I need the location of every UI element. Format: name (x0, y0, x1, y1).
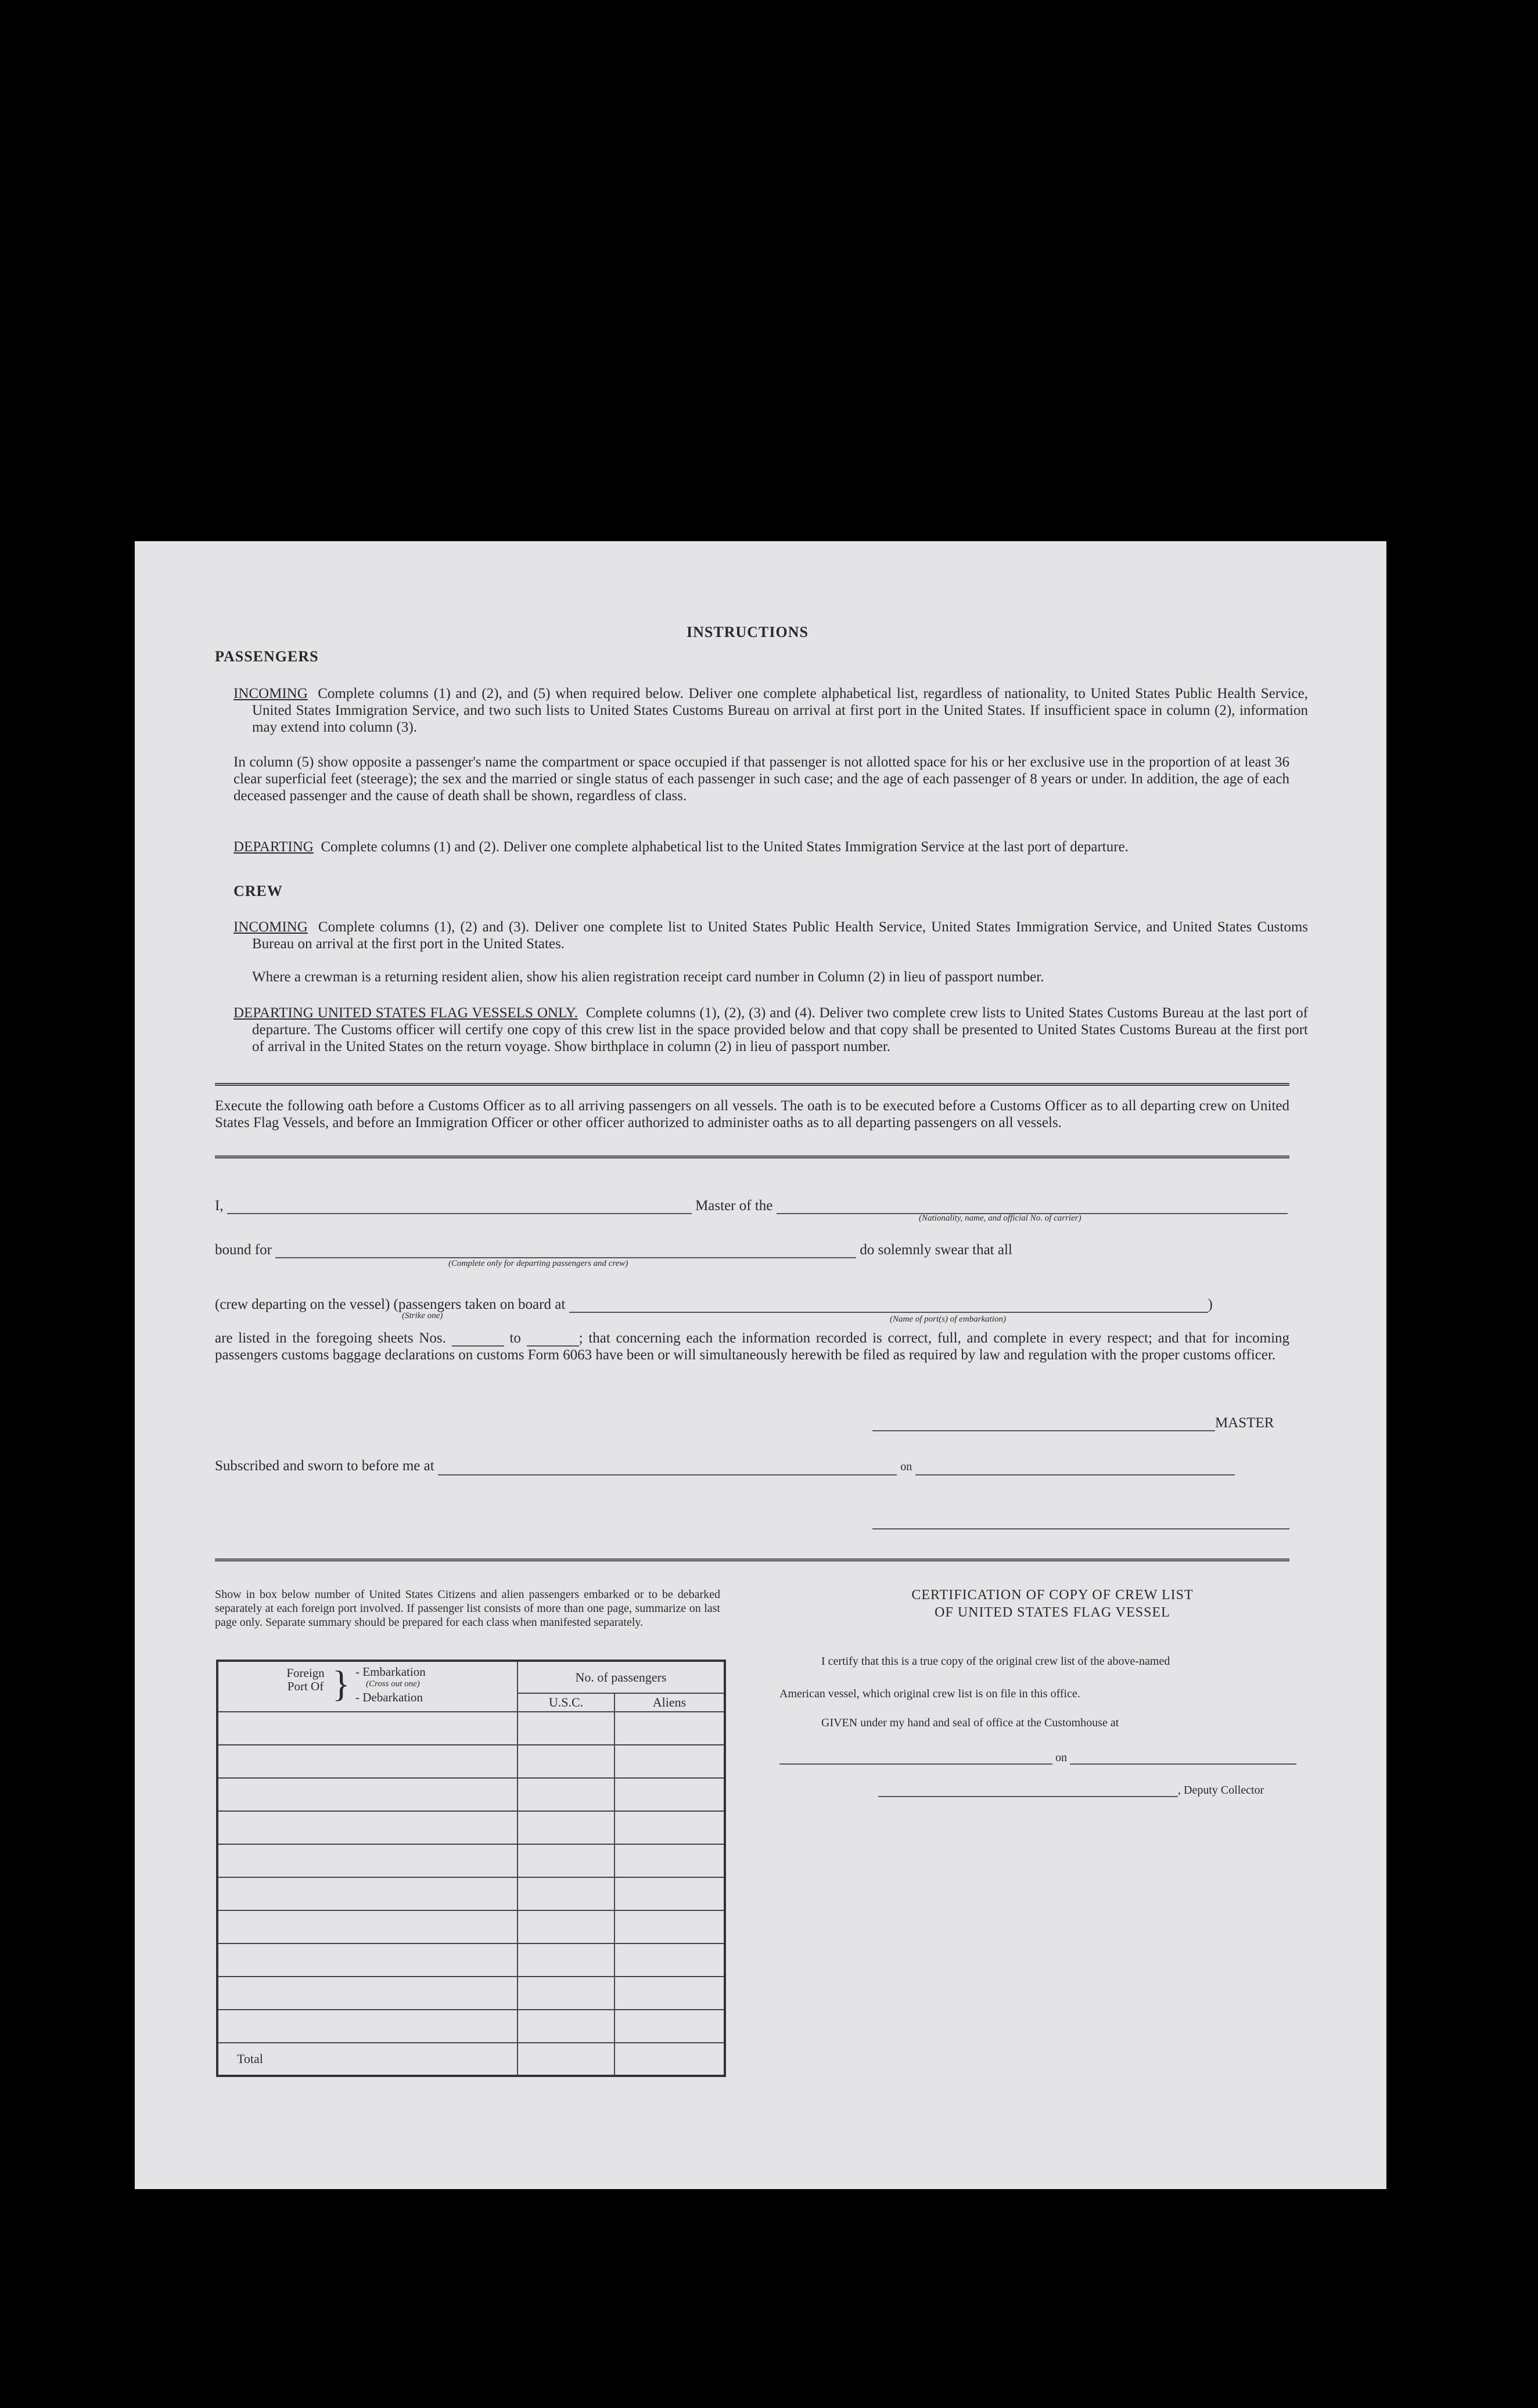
passengers-incoming-paragraph (233, 685, 1308, 736)
usc-cell[interactable] (518, 1943, 615, 1977)
sheet-to-field[interactable] (527, 1333, 579, 1347)
passengers-heading: PASSENGERS (215, 648, 319, 665)
bound-for-field[interactable] (275, 1243, 856, 1258)
certification-date-line (779, 1751, 1296, 1765)
usc-cell[interactable] (518, 1910, 615, 1943)
crew-returning-paragraph (252, 969, 1289, 985)
passengers-departing-text: Complete columns (1) and (2). Deliver one complete alphabetical list to the United States Immigration Service at the last port of departure. (321, 839, 1129, 855)
passengers-column5-text: In column (5) show opposite a passenger's name the compartment or space occupied if that passenger is not allotted space for his or her exclusive use in the proportion of at least 36 clear superficial feet (steerage); the sex and the married or single status of each passenger in such case; and the age of each passenger of 8 years or under. In addition, the age of each deceased passenger and the cause of death shall be shown, regardless of class. (233, 754, 1289, 804)
port-cell[interactable] (217, 1778, 518, 1811)
aliens-cell[interactable] (615, 1778, 725, 1811)
usc-cell[interactable] (518, 1811, 615, 1844)
embarkation-ports-field[interactable] (569, 1298, 1208, 1313)
oath-crew-departing: (crew departing on the vessel) (215, 1297, 390, 1312)
crew-departing-label: DEPARTING UNITED STATES FLAG VESSELS ONLY. (233, 1005, 578, 1021)
port-cell[interactable] (217, 1712, 518, 1745)
usc-cell[interactable] (518, 1877, 615, 1910)
oath-to: to (509, 1330, 521, 1346)
table-row (217, 2010, 725, 2043)
oath-strike-line (215, 1296, 1289, 1313)
subscribed-place-field[interactable] (438, 1460, 897, 1475)
summary-note: Show in box below number of United States Citizens and alien passengers embarked or to be debarked separately at each foreign port involved. If passenger list consists of more than one page, summarize on last page only. Separate summary should be prepared for each class when manifested separately. (215, 1588, 720, 1629)
nationality-caption: (Nationality, name, and official No. of carrier) (919, 1214, 1081, 1223)
table-row (217, 1712, 725, 1745)
table-row (217, 1745, 725, 1778)
oath-passengers-taken: (passengers taken on board at (393, 1297, 566, 1312)
embarkation-label: - Embarkation (355, 1665, 426, 1679)
aliens-total-cell[interactable] (615, 2043, 725, 2076)
port-cell[interactable] (217, 1910, 518, 1943)
certification-on: on (1055, 1751, 1067, 1764)
port-cell[interactable] (217, 1943, 518, 1977)
usc-cell[interactable] (518, 1977, 615, 2010)
aliens-header: Aliens (615, 1693, 725, 1712)
debarkation-label: - Debarkation (355, 1690, 423, 1704)
table-row (217, 1877, 725, 1910)
passengers-incoming-label: INCOMING (233, 686, 308, 701)
usc-cell[interactable] (518, 2010, 615, 2043)
certification-text1: I certify that this is a true copy of the original crew list of the above-named (821, 1655, 1170, 1668)
oath-sheets-paragraph (215, 1330, 1289, 1363)
oath-master-line (215, 1197, 1289, 1214)
ports-caption: (Name of port(s) of embarkation) (890, 1315, 1006, 1324)
aliens-cell[interactable] (615, 1910, 725, 1943)
total-label: Total (217, 2043, 518, 2076)
passenger-summary-table (216, 1660, 726, 2077)
aliens-cell[interactable] (615, 1811, 725, 1844)
page-title: INSTRUCTIONS (687, 624, 808, 640)
master-signature-line (872, 1414, 1274, 1431)
divider (215, 1083, 1289, 1086)
total-row (217, 2043, 725, 2076)
passengers-incoming-text: Complete columns (1) and (2), and (5) when required below. Deliver one complete alphabetical list, regardless of nationality, to United States Public Health Service, United States Immigration Service, and two such lists to United States Customs Bureau on arrival at first port in the United States. If insufficient space in column (2), information may extend into column (3). (252, 686, 1309, 735)
usc-cell[interactable] (518, 1712, 615, 1745)
subscribed-label: Subscribed and sworn to before me at (215, 1458, 434, 1474)
officer-signature-field[interactable] (872, 1528, 1289, 1529)
deputy-collector-field[interactable] (878, 1784, 1178, 1797)
certification-title-line1: CERTIFICATION OF COPY OF CREW LIST (911, 1588, 1194, 1603)
passengers-departing-paragraph (233, 838, 1308, 855)
aliens-cell[interactable] (615, 1943, 725, 1977)
oath-bound-line (215, 1241, 1289, 1258)
master-signature-field[interactable] (872, 1416, 1215, 1431)
oath-listed-rest: ; that concerning each the information recorded is correct, full, and complete in every respect; and that for incoming passengers customs baggage declarations on customs Form 6063 have been or will simultaneously herewith be filed as required by law and regulation with the proper customs officer. (215, 1330, 1290, 1363)
certification-title-line2: OF UNITED STATES FLAG VESSEL (935, 1605, 1170, 1620)
table-row (217, 1844, 725, 1877)
table-row (217, 1977, 725, 2010)
certification-date-field[interactable] (1070, 1752, 1296, 1765)
oath-master-of: Master of the (695, 1198, 773, 1214)
certification-text3: GIVEN under my hand and seal of office at the Customhouse at (821, 1716, 1119, 1729)
oath-bound-for: bound for (215, 1242, 272, 1258)
port-cell[interactable] (217, 2010, 518, 2043)
usc-cell[interactable] (518, 1745, 615, 1778)
crew-incoming-label: INCOMING (233, 919, 308, 935)
aliens-cell[interactable] (615, 2010, 725, 2043)
oath-listed-start: are listed in the foregoing sheets Nos. (215, 1330, 446, 1346)
divider (215, 1156, 1289, 1158)
aliens-cell[interactable] (615, 1844, 725, 1877)
crew-departing-paragraph (233, 1005, 1308, 1055)
usc-header: U.S.C. (518, 1693, 615, 1712)
crew-departing-text: Complete columns (1), (2), (3) and (4). Deliver two complete crew lists to United States Customs Bureau at the last port of departure. The Customs officer will certify one copy of this crew list in the space provided below and that copy shall be presented to United States Customs Bureau at the first port of arrival in the United States on the return voyage. Show birthplace in column (2) in lieu of passport number. (252, 1005, 1308, 1054)
sheet-from-field[interactable] (452, 1333, 504, 1347)
certification-text2: American vessel, which original crew list is on file in this office. (779, 1687, 1080, 1700)
table-row (217, 1778, 725, 1811)
strike-caption: (Strike one) (402, 1311, 443, 1320)
certification-title (872, 1586, 1232, 1621)
port-cell[interactable] (217, 1811, 518, 1844)
oath-close-paren: ) (1208, 1297, 1213, 1312)
aliens-cell[interactable] (615, 1712, 725, 1745)
subscribed-on: on (900, 1460, 912, 1473)
oath-swear: do solemnly swear that all (860, 1242, 1012, 1258)
subscribed-line (215, 1457, 1289, 1475)
aliens-cell[interactable] (615, 1877, 725, 1910)
passengers-header: No. of passengers (518, 1661, 725, 1693)
port-cell[interactable] (217, 1844, 518, 1877)
usc-total-cell[interactable] (518, 2043, 615, 2076)
aliens-cell[interactable] (615, 1745, 725, 1778)
deputy-collector-label: , Deputy Collector (1178, 1784, 1264, 1797)
customhouse-field[interactable] (779, 1752, 1052, 1765)
port-cell[interactable] (217, 1977, 518, 2010)
table-row (217, 1943, 725, 1977)
passengers-departing-label: DEPARTING (233, 839, 314, 855)
passengers-column5-paragraph (233, 754, 1289, 804)
form-sheet (135, 541, 1386, 2189)
divider (215, 1558, 1289, 1561)
table-row (217, 1910, 725, 1943)
crew-incoming-paragraph (233, 919, 1308, 952)
usc-cell[interactable] (518, 1778, 615, 1811)
subscribed-date-field[interactable] (915, 1460, 1235, 1475)
usc-cell[interactable] (518, 1844, 615, 1877)
port-cell[interactable] (217, 1745, 518, 1778)
departing-caption: (Complete only for departing passengers and crew) (448, 1259, 628, 1268)
crew-returning-text: Where a crewman is a returning resident alien, show his alien registration receipt card number in Column (2) in lieu of passport number. (252, 969, 1044, 985)
port-cell[interactable] (217, 1877, 518, 1910)
oath-intro: Execute the following oath before a Customs Officer as to all arriving passengers on all vessels. The oath is to be executed before a Customs Officer as to all departing crew on United States Flag Vessels, and before an Immigration Officer or other officer authorized to administer oaths as to all departing passengers on all vessels. (215, 1098, 1289, 1131)
port-header-cell (217, 1661, 518, 1712)
deputy-collector-line (878, 1784, 1264, 1797)
brace-icon: } (332, 1663, 350, 1704)
aliens-cell[interactable] (615, 1977, 725, 2010)
crew-incoming-text: Complete columns (1), (2) and (3). Deliver one complete list to United States Public Health Service, United States Immigration Service, and United States Customs Bureau on arrival at the first port in the United States. (252, 919, 1308, 952)
oath-i-label: I, (215, 1198, 224, 1214)
master-label: MASTER (1215, 1415, 1274, 1431)
cross-out-caption: (Cross out one) (366, 1679, 420, 1689)
master-name-field[interactable] (227, 1199, 692, 1214)
port-header-label: Foreign Port Of (286, 1666, 325, 1693)
carrier-field[interactable] (777, 1199, 1288, 1214)
table-row (217, 1811, 725, 1844)
crew-heading: CREW (233, 883, 283, 899)
